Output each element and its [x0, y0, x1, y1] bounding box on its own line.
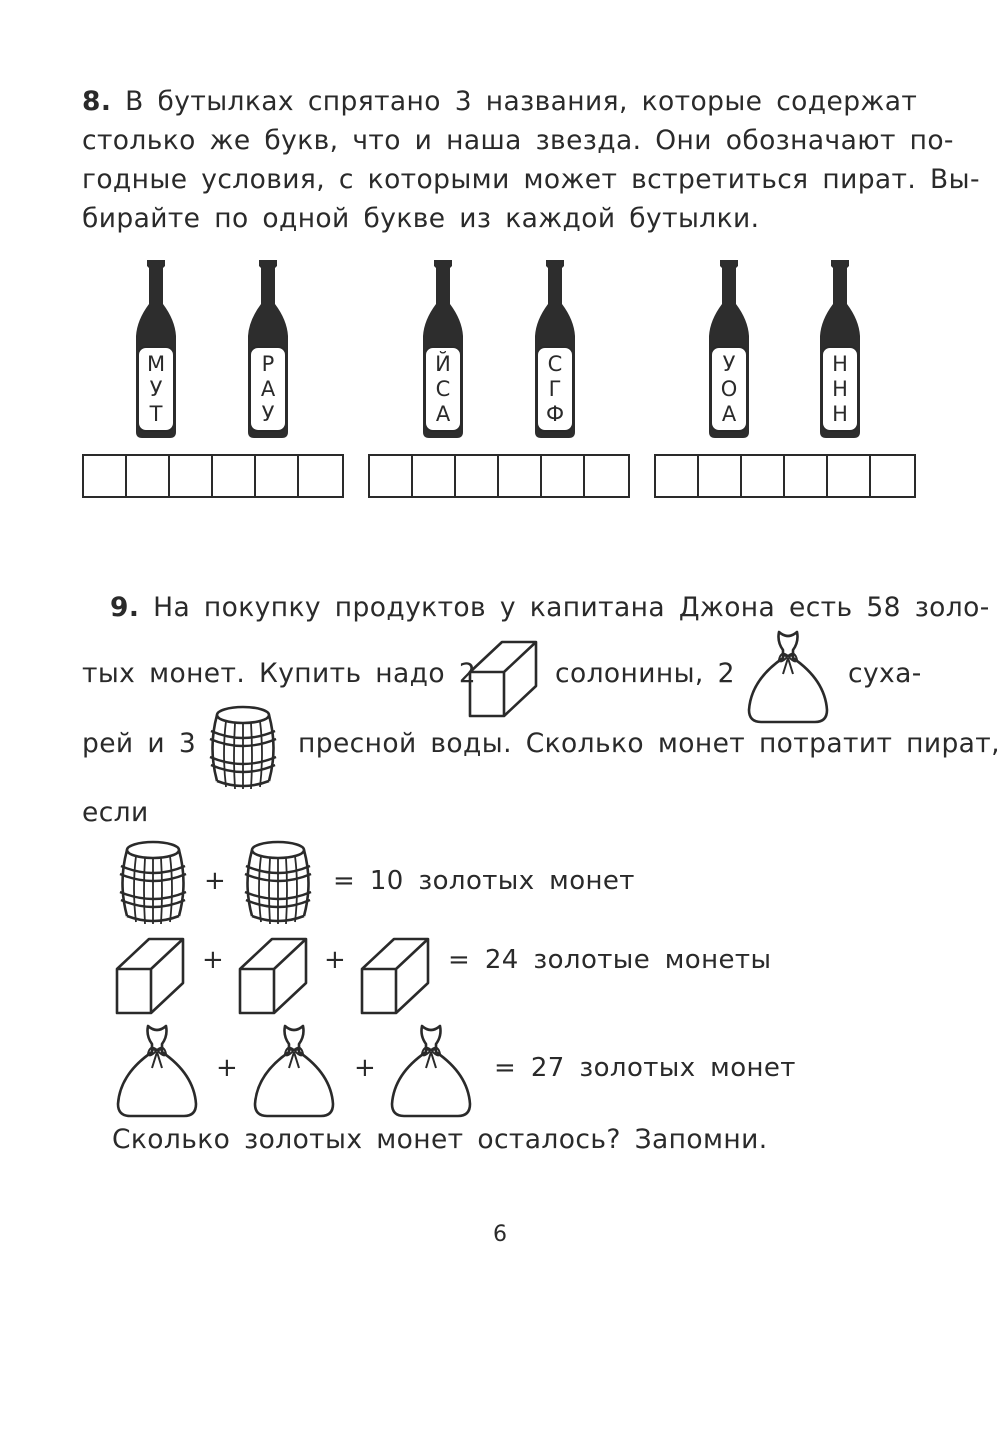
bottle-letter: Н — [832, 351, 848, 376]
answer-cell[interactable] — [542, 456, 585, 496]
task9-line-1: 9. На покупку продуктов у капитана Джона есть 58 золо- — [110, 592, 990, 623]
answer-cell[interactable] — [699, 456, 742, 496]
box-icon — [358, 937, 430, 1019]
bottle-2 — [243, 258, 293, 440]
box-icon — [236, 937, 308, 1019]
page-number: 6 — [493, 1222, 507, 1247]
answer-cell[interactable] — [413, 456, 456, 496]
bottle-letter: Т — [149, 401, 163, 426]
task8-line: годные условия, с которыми может встретиться пират. Вы- — [82, 164, 980, 195]
bottle-4 — [530, 258, 580, 440]
bottle-letter: У — [149, 376, 163, 401]
answer-cell[interactable] — [84, 456, 127, 496]
bottle-letter: С — [435, 376, 451, 401]
bottle-6 — [815, 258, 865, 440]
bottle-letter: А — [435, 401, 451, 426]
bottle-letter: О — [720, 376, 738, 401]
bottle-label — [710, 346, 748, 432]
plus-sign: + — [324, 945, 347, 975]
task8-number: 8. — [82, 86, 112, 117]
answer-cell[interactable] — [871, 456, 914, 496]
task8-text — [82, 82, 980, 238]
answer-grid-1[interactable] — [82, 454, 344, 498]
answer-cell[interactable] — [299, 456, 342, 496]
plus-sign: + — [354, 1053, 377, 1083]
plus-sign: + — [216, 1053, 239, 1083]
sack-icon — [388, 1022, 474, 1122]
sack-icon — [251, 1022, 337, 1122]
answer-cell[interactable] — [256, 456, 299, 496]
task9-question: Сколько золотых монет осталось? Запомни. — [112, 1124, 768, 1155]
bottle-letter: С — [547, 351, 563, 376]
plus-sign: + — [202, 945, 225, 975]
bottle-letter: А — [260, 376, 276, 401]
sack-icon — [114, 1022, 200, 1122]
task9-line-3a: рей и 3 — [82, 728, 197, 759]
bottle-label — [137, 346, 175, 432]
bottle-letter: Й — [435, 351, 451, 376]
answer-cell[interactable] — [456, 456, 499, 496]
bottle-label — [536, 346, 574, 432]
task9-line-4: если — [82, 797, 149, 828]
bottle-letter: Ф — [545, 401, 565, 426]
answer-cell[interactable] — [656, 456, 699, 496]
bottles-row — [0, 258, 1000, 443]
bottle-1 — [131, 258, 181, 440]
bottle-3 — [418, 258, 468, 440]
bottle-5 — [704, 258, 754, 440]
task8-line: 8. В бутылках спрятано 3 названия, которые содержат — [82, 86, 918, 117]
answer-cell[interactable] — [585, 456, 628, 496]
answer-cell[interactable] — [742, 456, 785, 496]
barrel-icon — [206, 705, 280, 795]
task8-line: бирайте по одной букве из каждой бутылки. — [82, 203, 760, 234]
answer-cell[interactable] — [499, 456, 542, 496]
answer-grid-3[interactable] — [654, 454, 916, 498]
bottle-letter: Р — [261, 351, 275, 376]
sack-icon — [745, 628, 831, 728]
plus-sign: + — [204, 866, 227, 896]
task9-number: 9. — [110, 592, 140, 623]
answer-cell[interactable] — [828, 456, 871, 496]
bottle-letter: У — [261, 401, 275, 426]
task8-line: столько же букв, что и наша звезда. Они обозначают по- — [82, 125, 954, 156]
bottle-letter: Н — [832, 376, 848, 401]
bottle-label — [821, 346, 859, 432]
bottle-letter: М — [146, 351, 166, 376]
bottle-letter: Н — [832, 401, 848, 426]
answer-cell[interactable] — [213, 456, 256, 496]
equation-result: = 24 золотые монеты — [448, 945, 772, 975]
answer-grid-2[interactable] — [368, 454, 630, 498]
answer-cell[interactable] — [370, 456, 413, 496]
equation-result: = 27 золотых монет — [494, 1053, 796, 1083]
task9-line-2c: суха- — [848, 658, 922, 689]
bottle-letter: У — [722, 351, 736, 376]
barrel-icon — [241, 840, 315, 930]
answer-cell[interactable] — [127, 456, 170, 496]
box-icon — [466, 640, 538, 722]
task9-line-2a: тых монет. Купить надо 2 — [82, 658, 477, 689]
equation-result: = 10 золотых монет — [333, 866, 635, 896]
barrel-icon — [116, 840, 190, 930]
task9-line-2b: солонины, 2 — [555, 658, 735, 689]
bottle-label — [249, 346, 287, 432]
task9-line-3b: пресной воды. Сколько монет потратит пират, — [298, 728, 1000, 759]
bottle-letter: Г — [548, 376, 562, 401]
box-icon — [113, 937, 185, 1019]
answer-cell[interactable] — [785, 456, 828, 496]
bottle-letter: А — [721, 401, 737, 426]
answer-cell[interactable] — [170, 456, 213, 496]
bottle-label — [424, 346, 462, 432]
